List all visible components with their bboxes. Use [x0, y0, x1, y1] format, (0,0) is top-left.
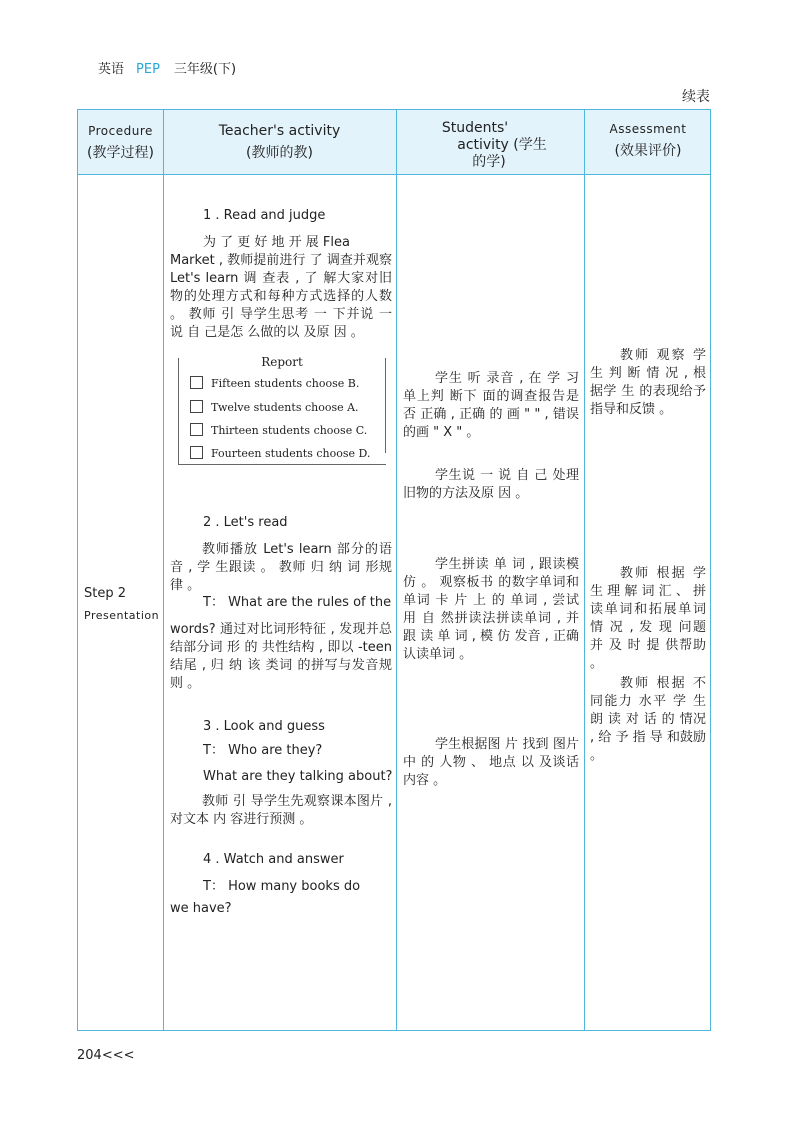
teacher-section-4-question1: T： How many books do [203, 879, 361, 894]
header-assessment-en: Assessment [609, 122, 687, 136]
checkbox-icon [190, 446, 203, 459]
column-divider-1 [163, 110, 164, 1030]
report-option [190, 423, 367, 437]
lesson-table [77, 109, 711, 1031]
students-activity-2: 学生说 一 说 自 己 处理 旧物的方法及原 因 。 [403, 468, 579, 501]
page-header [98, 58, 236, 77]
report-bottom-border [178, 464, 386, 465]
assessment-2: 教师 根据 学生 理 解 词 汇 、 拼读单词和拓展单词 情 况 , 发 现 问题 并 及 时 提 供帮助 。 [590, 566, 706, 671]
checkbox-icon [190, 376, 203, 389]
header-assessment-zh: (效果评价) [614, 143, 682, 159]
header-assessment [584, 118, 712, 162]
continued-label: 续表 [682, 89, 710, 105]
checkbox-icon [190, 400, 203, 413]
header-teacher-zh: (教师的教) [246, 145, 313, 161]
header-students-en1: Students' [441, 120, 509, 136]
header-students-zh: 的学) [472, 154, 506, 170]
step-sub-label: Presentation [84, 609, 160, 622]
teacher-section-1-title: 1 . Read and judge [203, 208, 326, 223]
teacher-section-4-title: 4 . Watch and answer [203, 852, 344, 867]
report-figure [178, 355, 386, 465]
edition-label: PEP [136, 62, 160, 77]
header-students [396, 120, 584, 171]
assessment-3: 教师 根据 不同能力 水平 学 生朗 读 对 话 的 情况 , 给 予 指 导 和鼓励 。 [590, 676, 706, 763]
teacher-section-3-body: 教师 引 导学生先观察课本图片 , 对文本 内 容进行预测 。 [170, 794, 392, 827]
teacher-section-2-question: T： What are the rules of the [203, 595, 392, 610]
report-option [190, 446, 370, 460]
header-teacher [163, 120, 396, 164]
report-right-border [385, 358, 386, 453]
teacher-section-1-body: Market , 教师提前进行 了 调查并观察 Let's learn 调 查表 , 了 解大家对旧物的处理方式和每种方式选择的人数 。 教师 引 导学生思考 一 下并说 一 说 自 己是怎 么做的以 及原 因 。 [170, 253, 392, 340]
teacher-section-4-question2: we have? [170, 901, 232, 916]
step-label: Step 2 [84, 586, 127, 601]
header-teacher-en: Teacher's activity [218, 123, 341, 139]
report-option-label: Fourteen students choose D. [211, 447, 371, 460]
column-divider-3 [584, 110, 585, 1030]
grade-label: 三年级(下) [173, 62, 237, 77]
report-title: Report [261, 355, 303, 369]
report-left-border [178, 358, 179, 465]
header-procedure-zh: (教学过程) [87, 145, 154, 161]
subject-label: 英语 [98, 62, 125, 77]
students-activity-1: 学生 听 录音 , 在 学 习单上判 断下 面的调查报告是否 正确 , 正确 的 画 " " , 错误的画 " X " 。 [403, 371, 579, 440]
teacher-section-1-line1: 为 了 更 好 地 开 展 Flea [203, 235, 350, 250]
header-divider [78, 174, 710, 175]
report-option [190, 400, 359, 414]
teacher-section-3-title: 3 . Look and guess [203, 719, 325, 734]
page-number: 204<<< [77, 1048, 135, 1063]
checkbox-icon [190, 423, 203, 436]
header-students-en2: activity (学生 [457, 137, 547, 153]
column-divider-2 [396, 110, 397, 1030]
teacher-section-2-body: 教师播放 Let's learn 部分的语音 , 学 生跟读 。 教师 归 纳 词 形规律 。 [170, 542, 392, 593]
report-option [190, 376, 359, 390]
step-cell [84, 583, 159, 627]
header-procedure [78, 120, 163, 164]
assessment-1: 教师 观察 学生 判 断 情 况 , 根据学 生 的表现给予指导和反馈 。 [590, 348, 706, 417]
teacher-section-2-body2: words? 通过对比词形特征 , 发现并总结部分词 形 的 共性结构 , 即以 -teen 结尾 , 归 纳 该 类词 的拼写与发音规则 。 [170, 622, 392, 691]
report-option-label: Thirteen students choose C. [211, 424, 368, 437]
teacher-section-3-question1: T： Who are they? [203, 743, 323, 758]
teacher-section-2-title: 2 . Let's read [203, 515, 288, 530]
teacher-section-3-question2: What are they talking about? [203, 769, 393, 784]
report-option-label: Fifteen students choose B. [211, 377, 360, 390]
students-activity-4: 学生根据图 片 找到 图片 中 的 人物 、 地点 以 及谈话 内容 。 [403, 737, 579, 788]
header-procedure-en: Procedure [88, 124, 153, 138]
students-activity-3: 学生拼读 单 词 , 跟读模仿 。 观察板书 的数字单词和单词 卡 片 上 的 单词 , 尝试用 自 然拼读法拼读单词 , 并 跟 读 单 词 , 模 仿 发音 , 正确认读单词 。 [403, 557, 579, 662]
report-option-label: Twelve students choose A. [211, 401, 359, 414]
